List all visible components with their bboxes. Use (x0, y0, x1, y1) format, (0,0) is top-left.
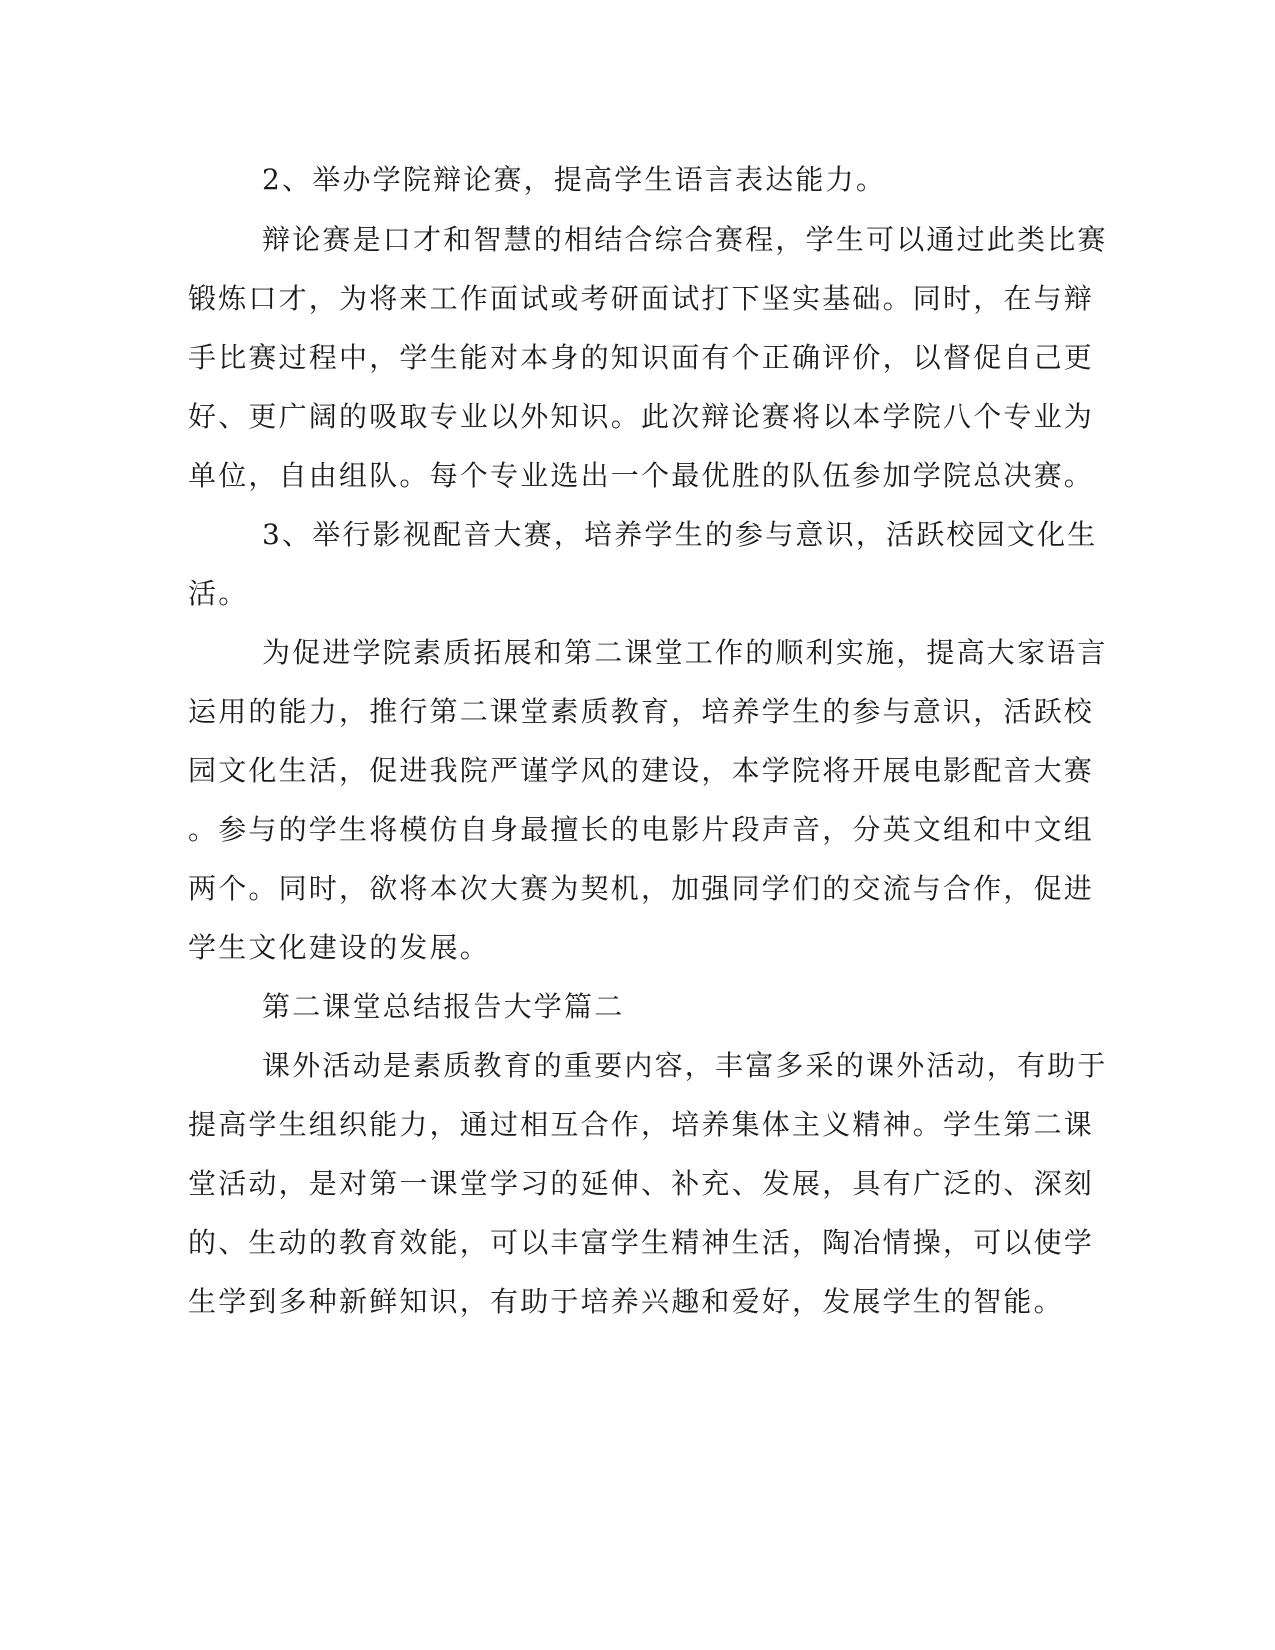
list-item-3-heading: 3、举行影视配音大赛，培养学生的参与意识，活跃校园文化生 (262, 518, 1098, 551)
paragraph-activities-line: 生学到多种新鲜知识，有助于培养兴趣和爱好，发展学生的智能。 (188, 1285, 1064, 1318)
paragraph-debate-line: 锻炼口才，为将来工作面试或考研面试打下坚实基础。同时，在与辩 (188, 282, 1095, 315)
section-title: 第二课堂总结报告大学篇二 (262, 990, 625, 1023)
paragraph-debate-line: 辩论赛是口才和智慧的相结合综合赛程，学生可以通过此类比赛 (262, 223, 1108, 256)
paragraph-debate-line: 手比赛过程中，学生能对本身的知识面有个正确评价，以督促自己更 (188, 341, 1095, 374)
paragraph-debate-line: 单位，自由组队。每个专业选出一个最优胜的队伍参加学院总决赛。 (188, 459, 1095, 492)
list-item-3-heading-cont: 活。 (188, 577, 249, 610)
paragraph-dubbing-line: 为促进学院素质拓展和第二课堂工作的顺利实施，提高大家语言 (262, 636, 1108, 669)
paragraph-dubbing-line: 园文化生活，促进我院严谨学风的建设，本学院将开展电影配音大赛 (188, 754, 1095, 787)
paragraph-activities-line: 提高学生组织能力，通过相互合作，培养集体主义精神。学生第二课 (188, 1108, 1095, 1141)
paragraph-dubbing-line: 学生文化建设的发展。 (188, 931, 491, 964)
paragraph-dubbing-line: 运用的能力，推行第二课堂素质教育，培养学生的参与意识，活跃校 (188, 695, 1095, 728)
paragraph-activities-line: 堂活动，是对第一课堂学习的延伸、补充、发展，具有广泛的、深刻 (188, 1167, 1095, 1200)
paragraph-activities-line: 课外活动是素质教育的重要内容，丰富多采的课外活动，有助于 (262, 1049, 1108, 1082)
paragraph-activities-line: 的、生动的教育效能，可以丰富学生精神生活，陶冶情操，可以使学 (188, 1226, 1095, 1259)
list-item-2-heading: 2、举办学院辩论赛，提高学生语言表达能力。 (262, 163, 887, 196)
paragraph-dubbing-line: 两个。同时，欲将本次大赛为契机，加强同学们的交流与合作，促进 (188, 872, 1095, 905)
paragraph-dubbing-line: 。参与的学生将模仿自身最擅长的电影片段声音，分英文组和中文组 (188, 813, 1095, 846)
paragraph-debate-line: 好、更广阔的吸取专业以外知识。此次辩论赛将以本学院八个专业为 (188, 400, 1095, 433)
